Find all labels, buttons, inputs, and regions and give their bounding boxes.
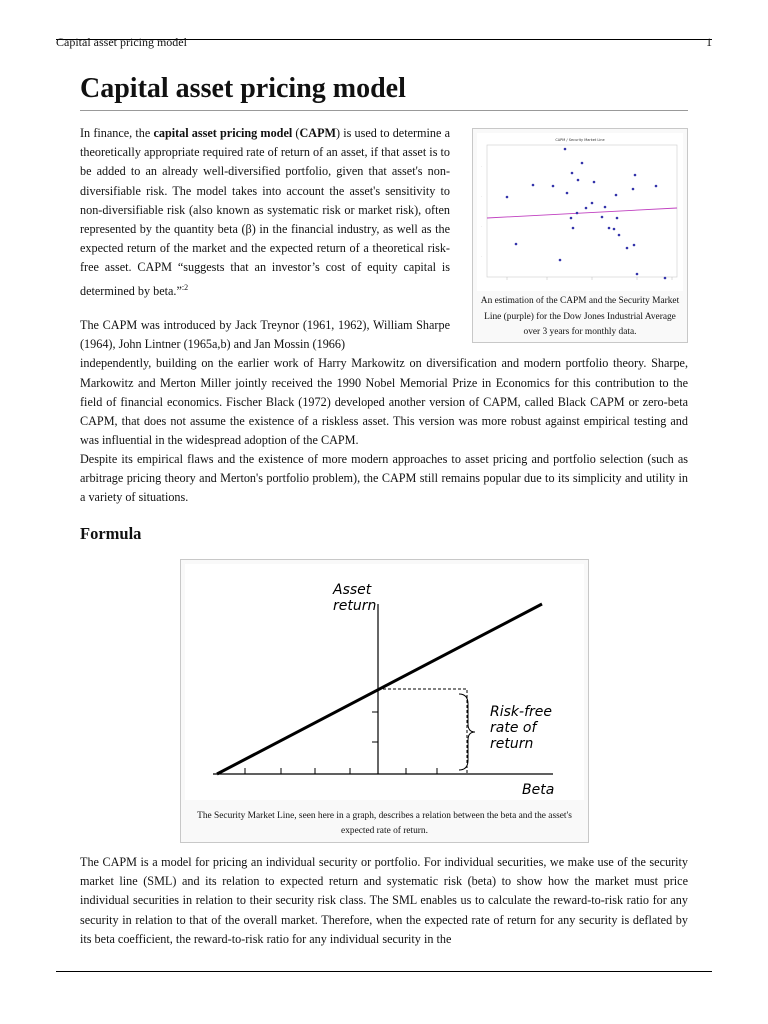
scatter-point — [585, 207, 588, 210]
figure-capm-estimation — [472, 128, 688, 343]
scatter-point — [615, 194, 618, 197]
y-axis-label-line-1: Asset — [333, 582, 372, 598]
y-tick: . — [481, 224, 482, 228]
scatter-point — [570, 217, 573, 220]
scatter-point — [636, 273, 639, 276]
scatter-point — [593, 181, 596, 184]
annotation-line-3: return — [490, 736, 534, 752]
figure-security-market-line — [180, 559, 589, 843]
y-tick: . — [481, 164, 482, 168]
scatter-point — [564, 148, 567, 151]
scatter-point — [632, 188, 635, 191]
risk-free-rate-dashed-guide — [378, 689, 467, 774]
intro-paragraph — [80, 124, 450, 301]
running-title: Capital asset pricing model — [56, 35, 187, 49]
scatter-chart-title: CAPM / Security Market Line — [555, 138, 605, 142]
intro-bold-term: capital asset pricing model — [153, 126, 293, 140]
scatter-point — [664, 277, 667, 280]
capm-scatter-chart — [477, 133, 683, 291]
scatter-point — [655, 185, 658, 188]
intro-text-2: ( — [292, 126, 300, 140]
page-title: Capital asset pricing model — [80, 70, 688, 111]
y-axis-label-line-2: return — [333, 598, 377, 614]
scatter-point — [626, 247, 629, 250]
scatter-point — [634, 174, 637, 177]
annotation-line-2: rate of — [490, 720, 537, 736]
scatter-point — [552, 185, 555, 188]
scatter-point — [532, 184, 535, 187]
intro-text-1: In finance, the — [80, 126, 154, 140]
scatter-y-ticks — [481, 164, 482, 258]
sml-diagram — [185, 564, 584, 800]
scatter-plot-area — [487, 145, 677, 277]
page-number: 1 — [706, 35, 712, 49]
x-axis-ticks — [245, 768, 437, 774]
scatter-point — [572, 227, 575, 230]
scatter-point — [577, 179, 580, 182]
figure-2-caption: The Security Market Line, seen here in a graph, describes a relation between the beta and the asset's expected rate of return. — [197, 811, 572, 836]
citation-superscript: :2 — [181, 282, 189, 292]
security-market-line — [487, 208, 677, 218]
history-paragraph — [80, 316, 688, 450]
y-tick: . — [481, 254, 482, 258]
intro-bold-acronym: CAPM — [299, 126, 337, 140]
scatter-point — [604, 206, 607, 209]
scatter-point — [633, 244, 636, 247]
scatter-points — [506, 148, 667, 280]
scatter-point — [581, 162, 584, 165]
scatter-point — [566, 192, 569, 195]
scatter-point — [591, 202, 594, 205]
sml-paragraph: The CAPM is a model for pricing an individual security or portfolio. For individual securities, we make use of the security market line (SML) and its relation to expected return and systematic risk (beta) to show how the market must price individual securities in relation to their security risk class. The SML enables us to calculate the reward-to-risk ratio for any security in relation to that of the overall market. Therefore, when the expected rate of return for any security is deflated by its beta coefficient, the reward-to-risk ratio for any individual security in the — [80, 855, 688, 946]
popularity-paragraph: Despite its empirical flaws and the existence of more modern approaches to asset pricing and portfolio selection (such as arbitrage pricing theory and Merton's portfolio problem), the CAPM still remains popular due to its simplicity and utility in a variety of situations. — [80, 452, 688, 505]
intro-text-3: ) is used to determine a theoretically appropriate required rate of return of an asset, if that asset is to be added to an already well-diversified portfolio, given that asset's non-diversifiable risk. The model takes into account the asset's sensitivity to non-diversifiable risk (also known as systematic risk or market risk), often represented by the quantity beta (β) in the financial industry, as well as the expected return of the market and the expected return of a theoretical risk-free asset. CAPM “suggests that an investor’s cost of equity capital is determined by beta.” — [80, 126, 450, 298]
section-heading-formula: Formula — [80, 524, 142, 543]
scatter-point — [559, 259, 562, 262]
scatter-point — [571, 172, 574, 175]
scatter-point — [506, 196, 509, 199]
history-wrapped-text: The CAPM was introduced by Jack Treynor (1961, 1962), William Sharpe (1964), John Lintner (1965a,b) and Jan Mossin (1966) — [80, 318, 450, 352]
scatter-point — [515, 243, 518, 246]
footer-rule — [56, 971, 712, 972]
y-axis-ticks — [372, 712, 378, 742]
y-tick: . — [481, 194, 482, 198]
scatter-point — [616, 217, 619, 220]
figure-1-caption: An estimation of the CAPM and the Security Market Line (purple) for the Dow Jones Industrial Average over 3 years for monthly data. — [480, 296, 680, 337]
scatter-point — [601, 216, 604, 219]
annotation-line-1: Risk-free — [490, 704, 552, 720]
history-text: independently, building on the earlier work of Harry Markowitz on diversification and modern portfolio theory. Sharpe, Markowitz and Merton Miller jointly received the 1990 Nobel Memorial Prize in Economics for this contribution to the field of financial economics. Fischer Black (1972) developed another version of CAPM, called Black CAPM or zero-beta CAPM, that does not assume the existence of a riskless asset. This version was more robust against empirical testing and was influential in the widespread adoption of the CAPM. — [80, 356, 688, 448]
x-axis-label: Beta — [522, 782, 555, 798]
scatter-point — [608, 227, 611, 230]
scatter-point — [613, 228, 616, 231]
running-header — [56, 35, 712, 49]
scatter-x-ticks — [507, 277, 672, 280]
scatter-point — [576, 212, 579, 215]
scatter-point — [618, 234, 621, 237]
